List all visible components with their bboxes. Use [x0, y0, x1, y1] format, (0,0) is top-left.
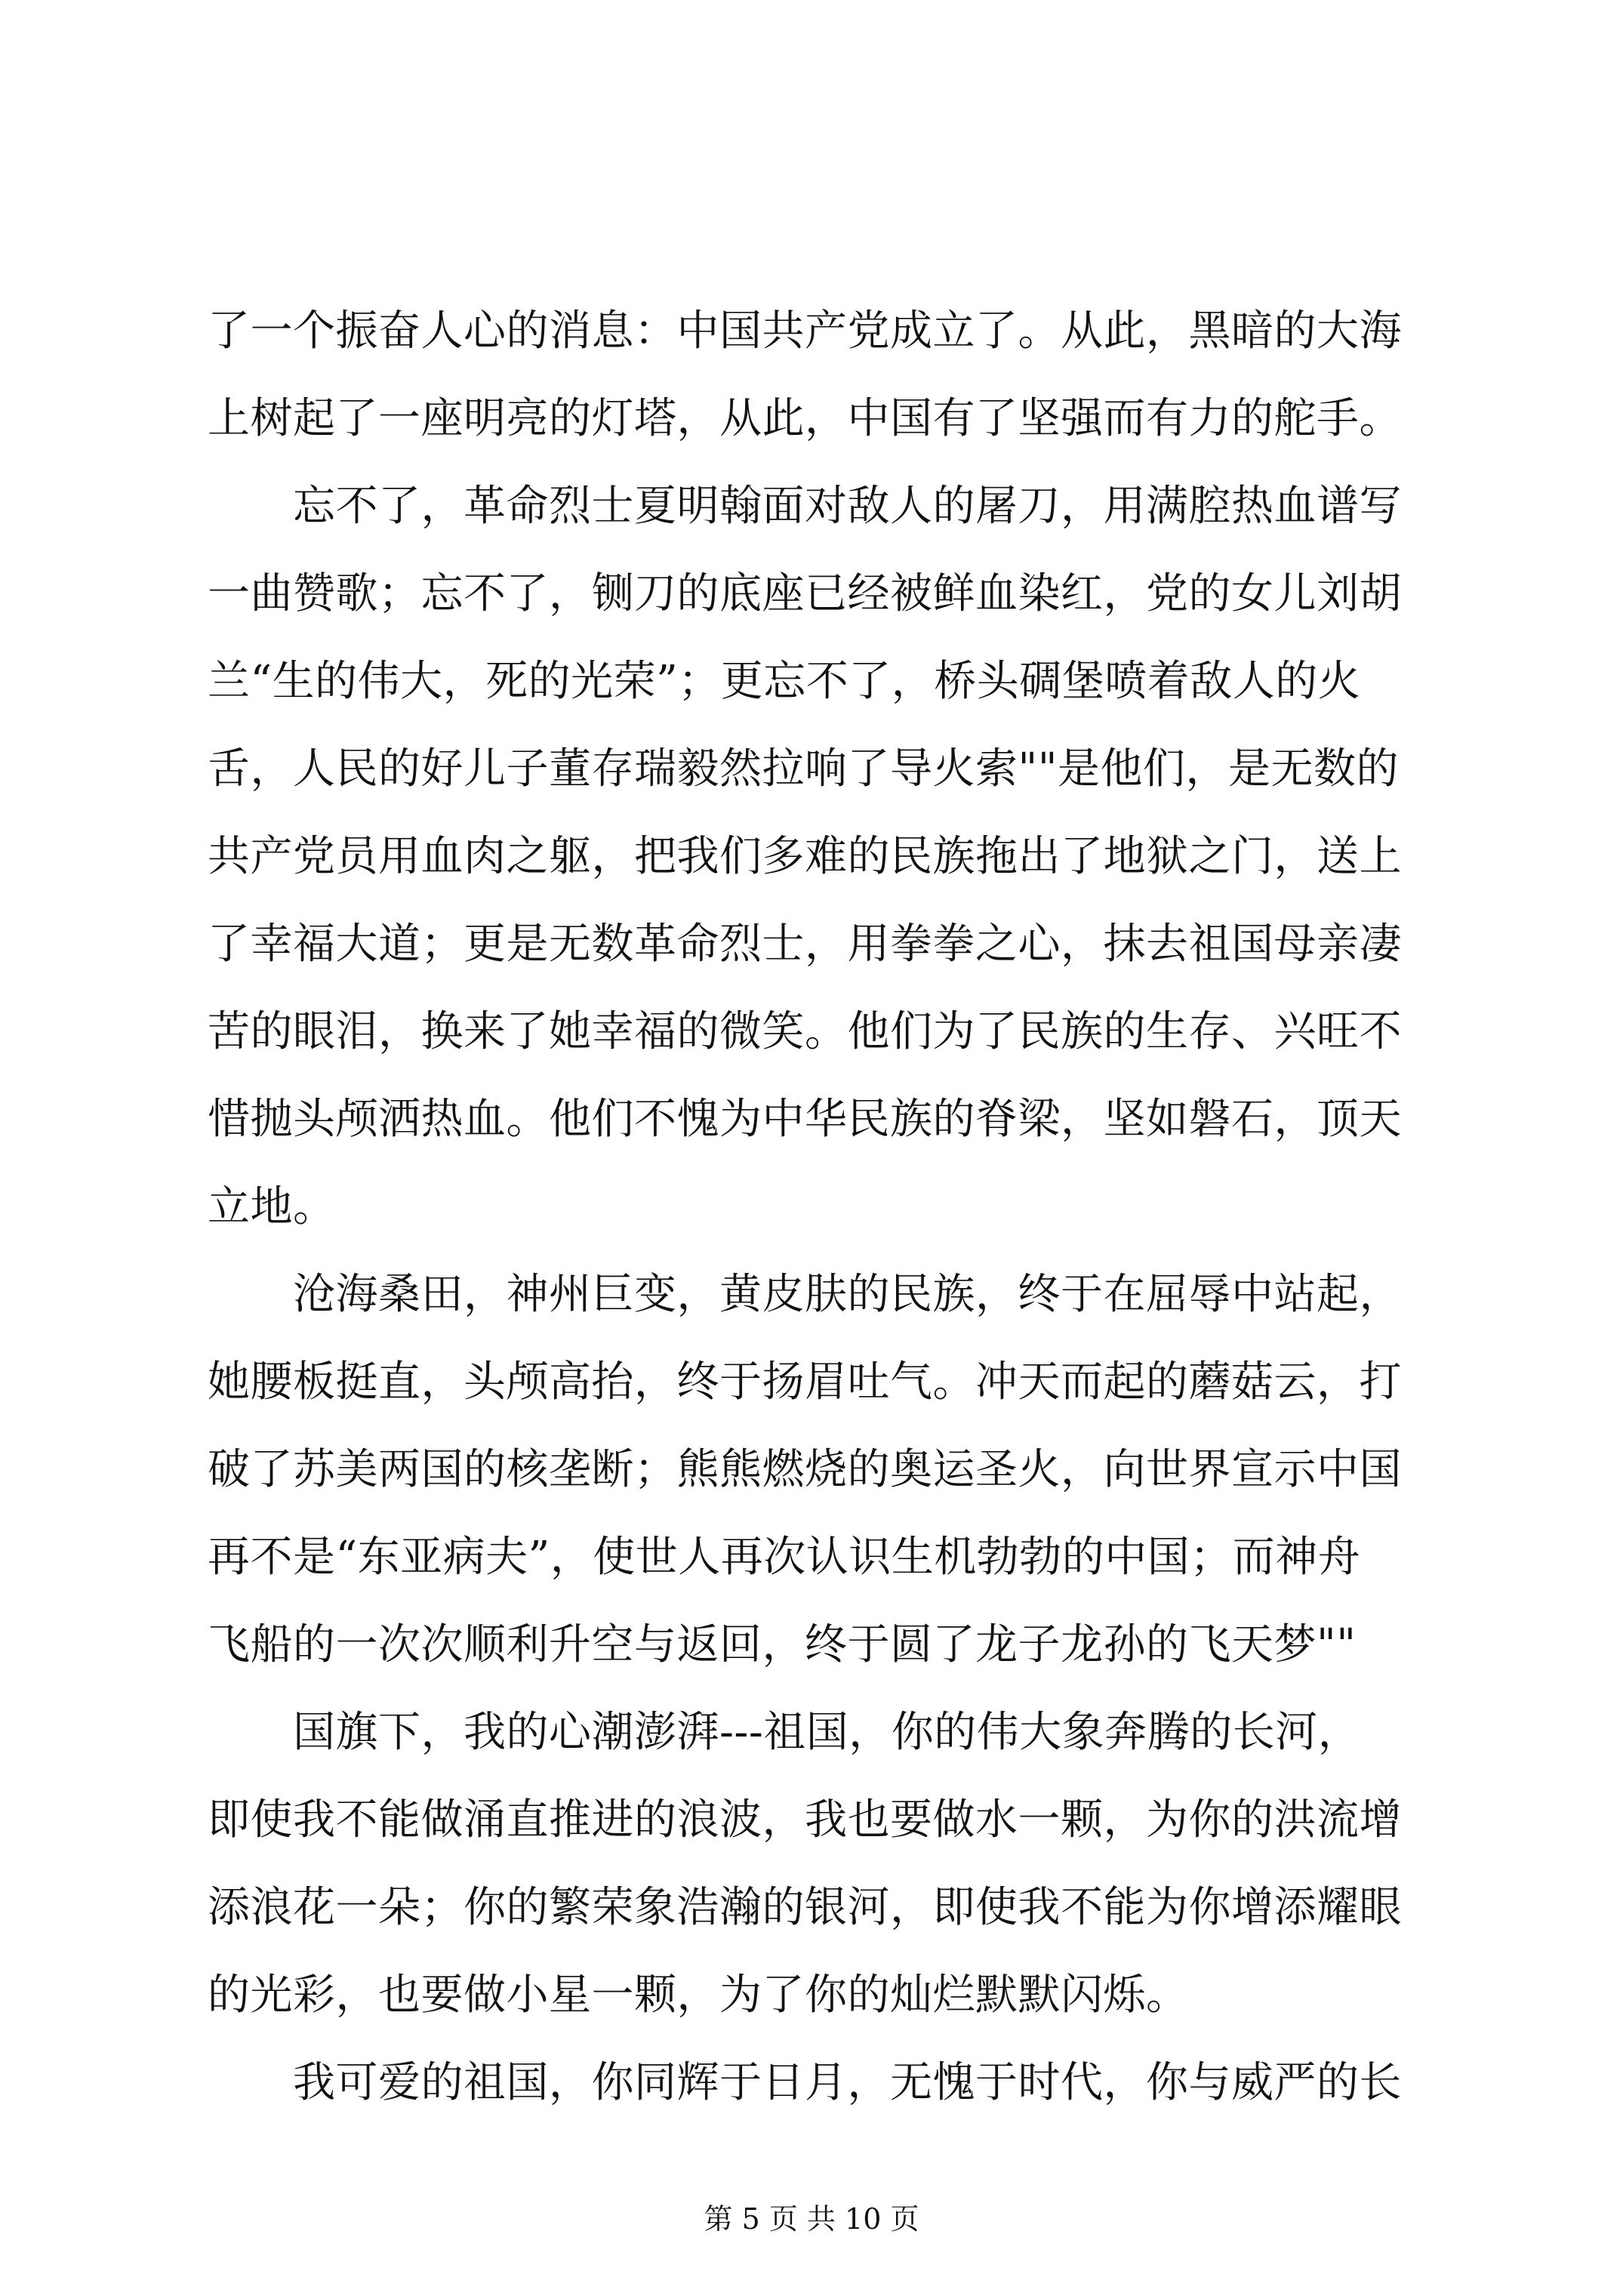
text-line: 的光彩，也要做小星一颗，为了你的灿烂默默闪烁。 — [208, 1971, 1189, 2020]
text-line: 国旗下，我的心潮澎湃---祖国，你的伟大象奔腾的长河， — [208, 1708, 1361, 1757]
text-line: 忘不了，革命烈士夏明翰面对敌人的屠刀，用满腔热血谱写 — [208, 482, 1402, 531]
text-line: 飞船的一次次顺利升空与返回，终于圆了龙子龙孙的飞天梦"" — [208, 1620, 1357, 1669]
text-line: 再不是“东亚病夫”，使世人再次认识生机勃勃的中国；而神舟 — [208, 1533, 1361, 1582]
text-line: 兰“生的伟大，死的光荣”；更忘不了，桥头碉堡喷着敌人的火 — [208, 657, 1361, 706]
text-line: 惜抛头颅洒热血。他们不愧为中华民族的脊梁，坚如磐石，顶天 — [208, 1095, 1402, 1144]
text-line: 共产党员用血肉之躯，把我们多难的民族拖出了地狱之门，送上 — [208, 832, 1402, 881]
text-line: 添浪花一朵；你的繁荣象浩瀚的银河，即使我不能为你增添耀眼 — [208, 1883, 1402, 1932]
text-line: 舌，人民的好儿子董存瑞毅然拉响了导火索""是他们，是无数的 — [208, 744, 1400, 794]
text-line: 了幸福大道；更是无数革命烈士，用拳拳之心，抹去祖国母亲凄 — [208, 920, 1402, 969]
text-line: 我可爱的祖国，你同辉于日月，无愧于时代，你与威严的长 — [208, 2058, 1402, 2107]
text-line: 即使我不能做涌直推进的浪波，我也要做水一颗，为你的洪流增 — [208, 1795, 1402, 1845]
text-line: 沧海桑田，神州巨变，黄皮肤的民族，终于在屈辱中站起， — [208, 1270, 1402, 1319]
page-footer: 第 5 页 共 10 页 — [704, 2202, 919, 2236]
text-line: 破了苏美两国的核垄断；熊熊燃烧的奥运圣火，向世界宣示中国 — [208, 1445, 1402, 1494]
text-line: 了一个振奋人心的消息：中国共产党成立了。从此，黑暗的大海 — [208, 307, 1402, 356]
text-line: 立地。 — [208, 1182, 336, 1231]
text-line: 上树起了一座明亮的灯塔，从此，中国有了坚强而有力的舵手。 — [208, 394, 1402, 443]
text-line: 她腰板挺直，头颅高抬，终于扬眉吐气。冲天而起的蘑菇云，打 — [208, 1358, 1402, 1407]
text-line: 一曲赞歌；忘不了，铡刀的底座已经被鲜血染红，党的女儿刘胡 — [208, 569, 1402, 618]
text-line: 苦的眼泪，换来了她幸福的微笑。他们为了民族的生存、兴旺不 — [208, 1007, 1402, 1056]
